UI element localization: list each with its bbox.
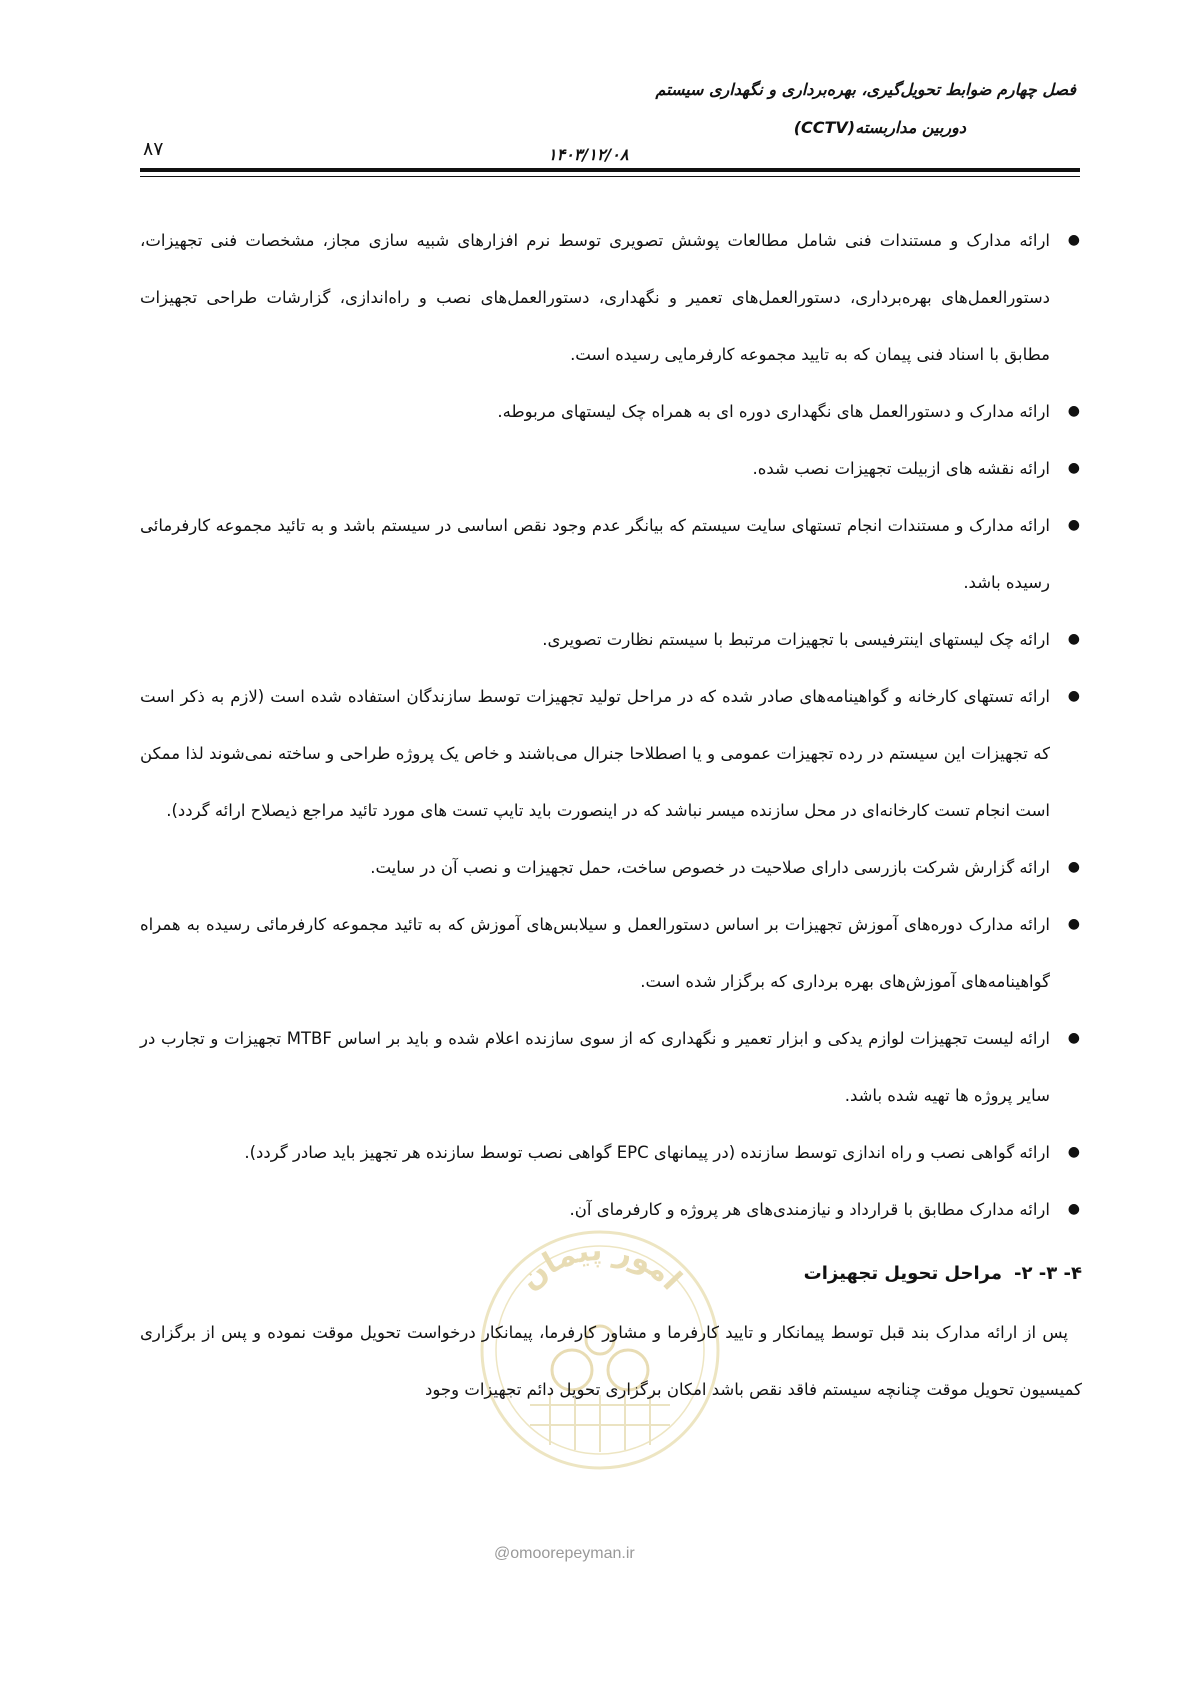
bullet-icon: ● — [1067, 688, 1080, 704]
header-rule-thin — [140, 176, 1080, 177]
list-item-text: ارائه مدارک و مستندات انجام تستهای سایت سیستم که بیانگر عدم وجود نقص اساسی در سیستم باشد و به تائید مجموعه کارفرمائی رسیده باشد. — [140, 516, 1050, 592]
section-title: مراحل تحویل تجهیزات — [803, 1263, 1003, 1284]
bullet-icon: ● — [1067, 859, 1080, 875]
subject-title: دوربین مداربسته(CCTV) — [793, 118, 966, 137]
list-item — [140, 497, 1082, 611]
list-item-text: ارائه مدارک دوره‌های آموزش تجهیزات بر اساس دستورالعمل و سیلابس‌های آموزش که به تائید مجموعه کارفرمائی رسیده به همراه گواهینامه‌های آموزش‌های بهره برداری که برگزار شده است. — [140, 915, 1050, 991]
bullet-icon: ● — [1067, 232, 1080, 248]
list-item — [140, 1010, 1082, 1124]
section-heading — [140, 1244, 1082, 1304]
bullet-icon: ● — [1067, 517, 1080, 533]
list-item-text: ارائه لیست تجهیزات لوازم یدکی و ابزار تعمیر و نگهداری که از سوی سازنده اعلام شده و باید بر اساس MTBF تجهیزات و تجارب در سایر پروژه ها تهیه شده باشد. — [140, 1029, 1050, 1105]
bullet-icon: ● — [1067, 1030, 1080, 1046]
section-number: ۴- ۳- ۲- — [1014, 1263, 1082, 1284]
bullet-icon: ● — [1067, 1201, 1080, 1217]
requirements-list — [140, 212, 1082, 1238]
watermark-logo-text: امور پیمان — [512, 1232, 689, 1298]
page-number: ۸۷ — [143, 138, 164, 160]
list-item-text: ارائه مدارک و مستندات فنی شامل مطالعات پوشش تصویری توسط نرم افزارهای شبیه سازی مجاز، مشخصات فنی تجهیزات، دستورالعمل‌های بهره‌برداری، دستورالعمل‌های تعمیر و نگهداری، دستورالعمل‌های نصب و راه‌اندازی، گزارشات طراحی تجهیزات مطابق با اسناد فنی پیمان که به تایید مجموعه کارفرمایی رسیده است. — [140, 231, 1050, 364]
list-item-text: ارائه تستهای کارخانه و گواهینامه‌های صادر شده که در مراحل تولید تجهیزات توسط سازندگان استفاده شده است (لازم به ذکر است که تجهیزات این سیستم در رده تجهیزات عمومی و یا اصطلاحا جنرال می‌باشند و خاص یک پروژه طراحی و ساخته نمی‌شوند لذا ممکن است انجام تست کارخانه‌ای در محل سازنده میسر نباشد که در اینصورت باید تایپ تست های مورد تائید مراجع ذیصلاح ارائه گردد). — [140, 687, 1050, 820]
list-item-text: ارائه مدارک مطابق با قرارداد و نیازمندی‌های هر پروژه و کارفرمای آن. — [569, 1200, 1050, 1219]
list-item — [140, 440, 1082, 497]
page-content — [140, 212, 1082, 1418]
list-item — [140, 1124, 1082, 1181]
list-item — [140, 668, 1082, 839]
list-item — [140, 212, 1082, 383]
header-date: ۱۴۰۳/۱۲/۰۸ — [548, 145, 629, 164]
bullet-icon: ● — [1067, 403, 1080, 419]
bullet-icon: ● — [1067, 631, 1080, 647]
watermark-site: @omoorepeyman.ir — [494, 1545, 635, 1562]
list-item-text: ارائه گزارش شرکت بازرسی دارای صلاحیت در خصوص ساخت، حمل تجهیزات و نصب آن در سایت. — [370, 858, 1050, 877]
list-item — [140, 896, 1082, 1010]
list-item-text: ارائه گواهی نصب و راه اندازی توسط سازنده (در پیمانهای EPC گواهی نصب توسط سازنده هر تجهیز باید صادر گردد). — [244, 1143, 1050, 1162]
chapter-title: فصل چهارم ضوابط تحویل‌گیری، بهره‌برداری و نگهداری سیستم — [655, 80, 1076, 99]
list-item — [140, 839, 1082, 896]
header-rule-thick — [140, 168, 1080, 172]
list-item — [140, 1181, 1082, 1238]
list-item-text: ارائه مدارک و دستورالعمل های نگهداری دوره ای به همراه چک لیستهای مربوطه. — [497, 402, 1050, 421]
list-item — [140, 383, 1082, 440]
list-item-text: ارائه نقشه های ازبیلت تجهیزات نصب شده. — [752, 459, 1050, 478]
bullet-icon: ● — [1067, 916, 1080, 932]
list-item-text: ارائه چک لیستهای اینترفیسی با تجهیزات مرتبط با سیستم نظارت تصویری. — [542, 630, 1050, 649]
bullet-icon: ● — [1067, 460, 1080, 476]
section-paragraph: پس از ارائه مدارک بند قبل توسط پیمانکار و تایید کارفرما و مشاور کارفرما، پیمانکار درخواست تحویل موقت نموده و پس از برگزاری کمیسیون تحویل موقت چنانچه سیستم فاقد نقص باشد امکان برگزاری تحویل دائم تجهیزات وجود — [140, 1323, 1082, 1399]
list-item — [140, 611, 1082, 668]
bullet-icon: ● — [1067, 1144, 1080, 1160]
